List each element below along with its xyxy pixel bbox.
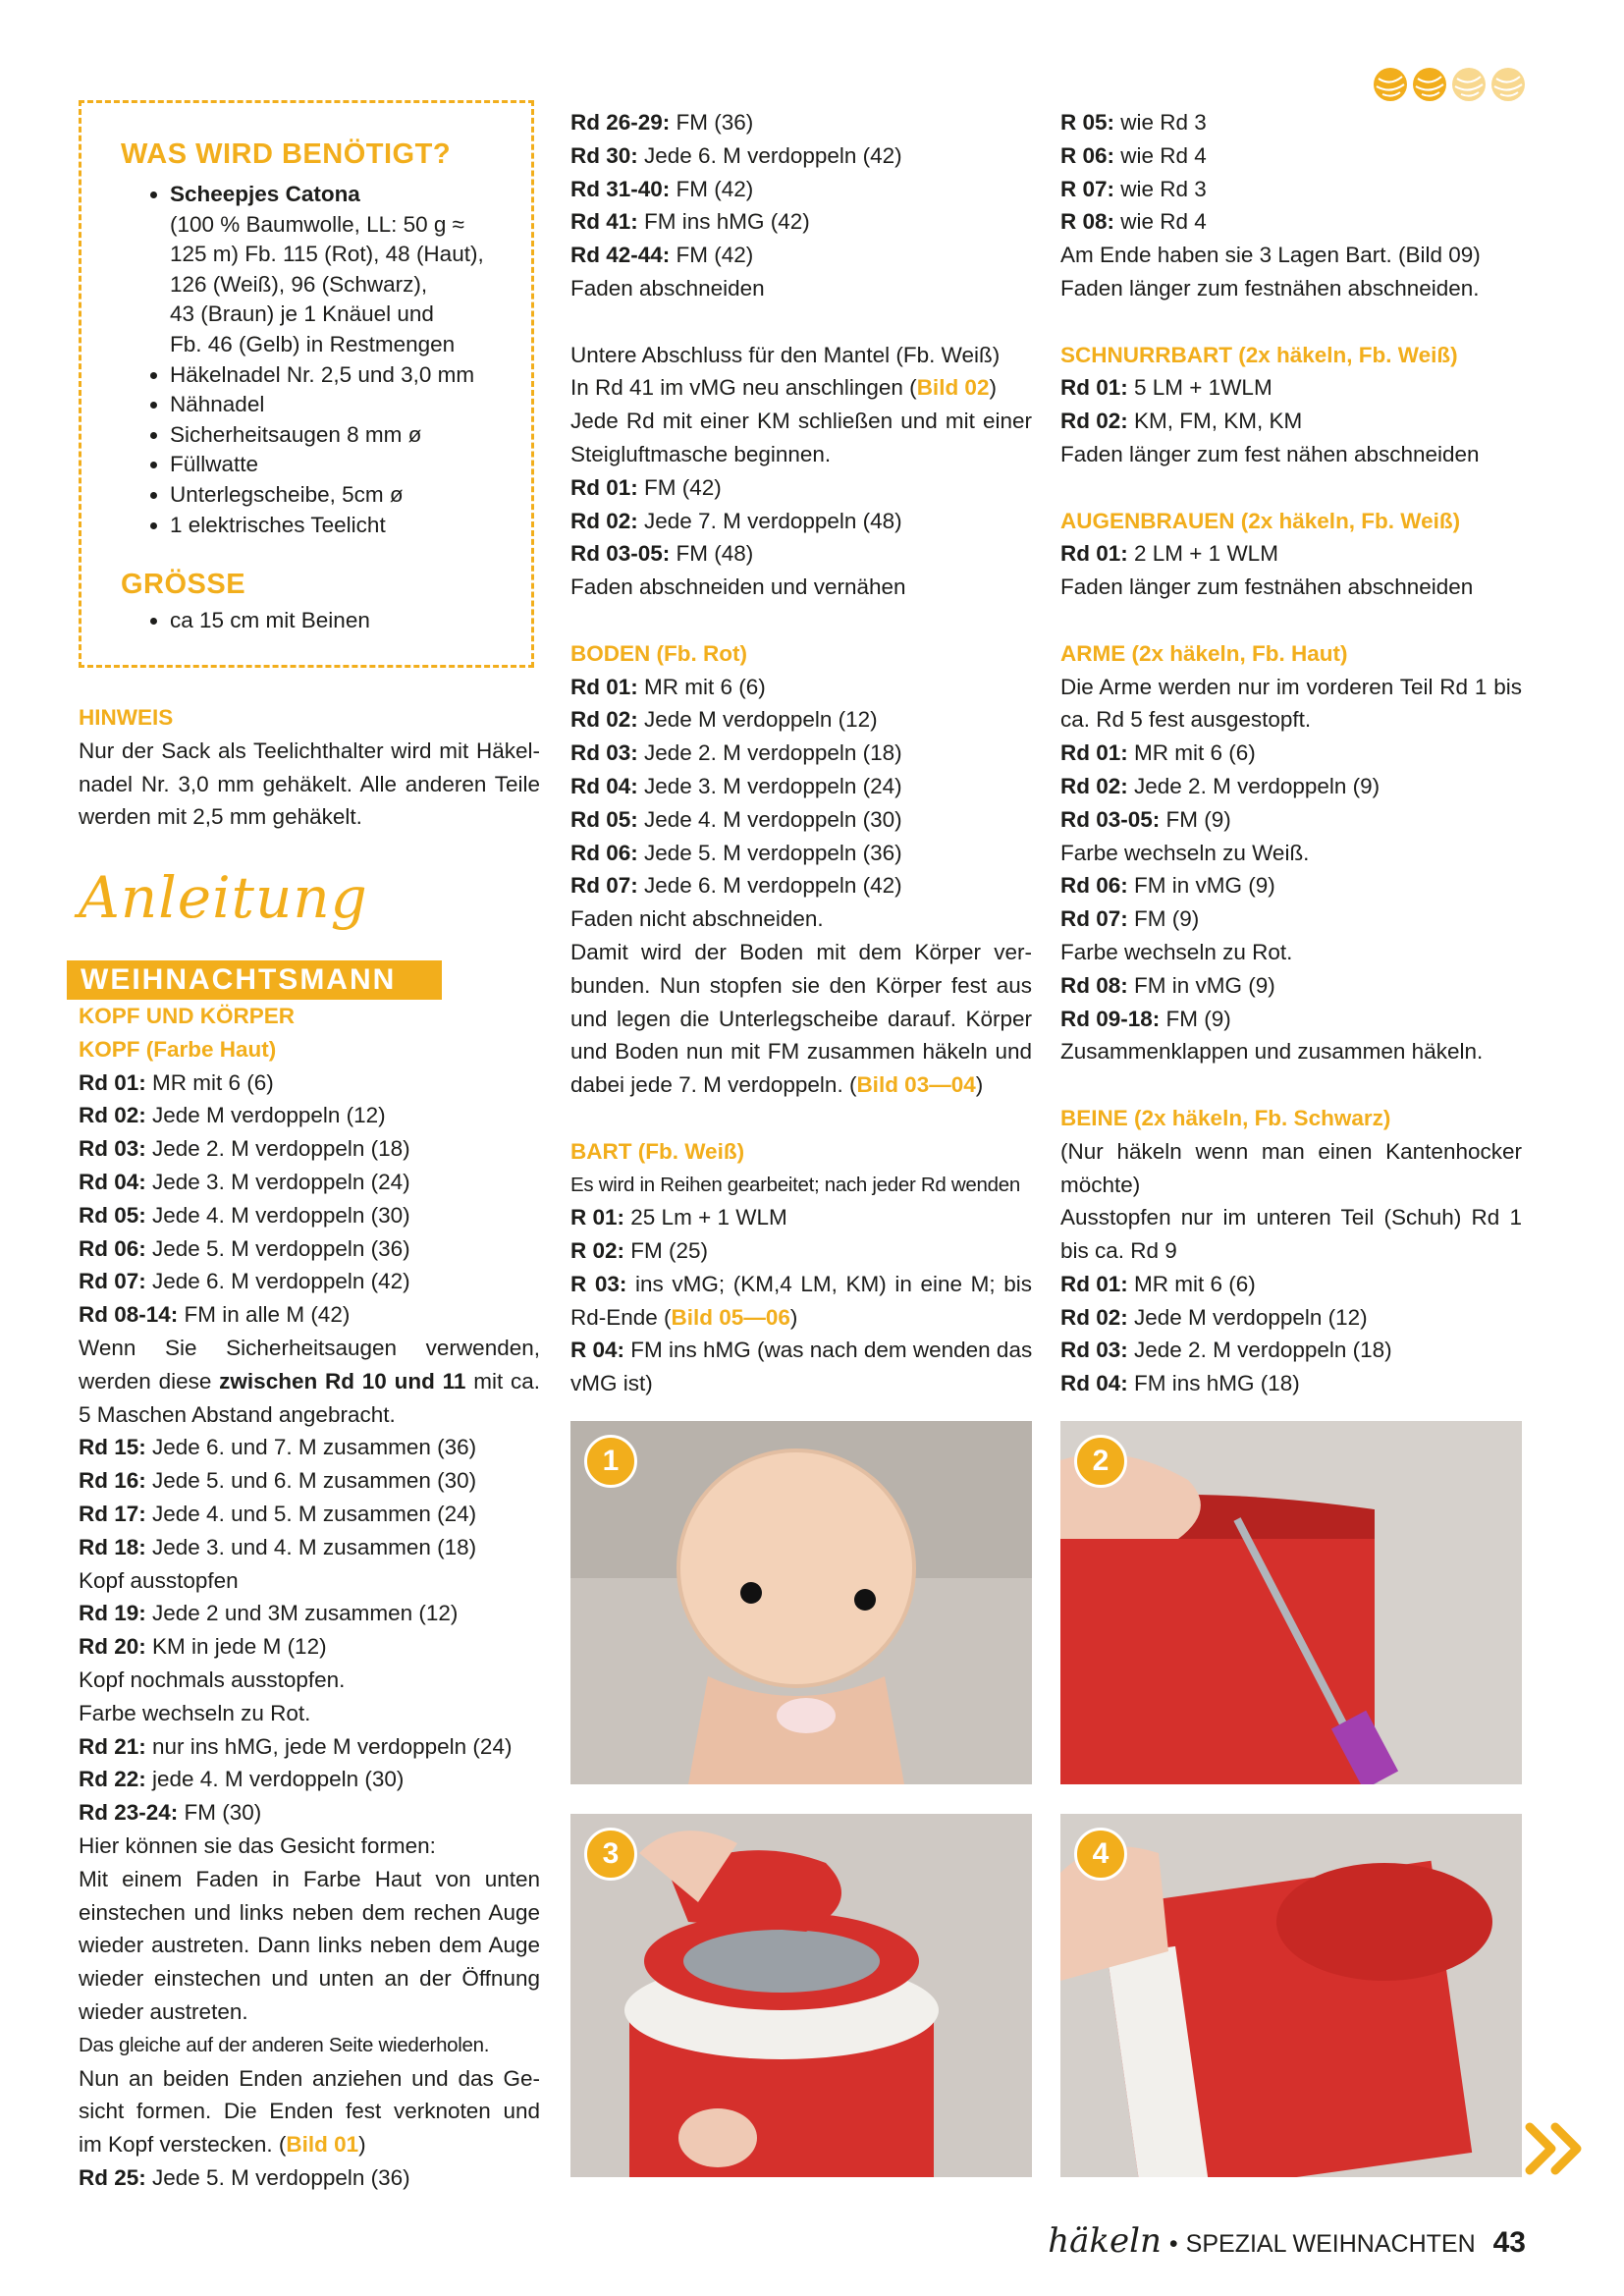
next-page-arrows-icon xyxy=(1524,2119,1593,2178)
section-heading: BODEN (Fb. Rot) xyxy=(570,640,747,666)
round-row: Rd 30: Jede 6. M verdoppeln (42) xyxy=(570,142,902,168)
materials-item: • 1 elektrisches Teelicht xyxy=(170,511,543,541)
photo-1-crochet-head xyxy=(570,1421,1032,1784)
photo-4-finished-body xyxy=(1060,1814,1522,2177)
round-row: Rd 01: MR mit 6 (6) xyxy=(570,674,766,699)
round-row: R 08: wie Rd 4 xyxy=(1060,209,1207,235)
page-footer xyxy=(1048,2221,1526,2261)
section-heading: ARME (2x häkeln, Fb. Haut) xyxy=(1060,640,1348,666)
round-row: Rd 17: Jede 4. und 5. M zusammen (24) xyxy=(79,1501,477,1526)
section-heading: AUGENBRAUEN (2x häkeln, Fb. Weiß) xyxy=(1060,508,1461,533)
round-row: Rd 08-14: FM in alle M (42) xyxy=(79,1302,351,1328)
column-3: R 05: wie Rd 3 R 06: wie Rd 4 R 07: wie Rd 3 R 08: wie Rd 4 Am Ende haben sie 3 Lagen Bart. (Bild 09) Faden länger zum festnähen abschneiden. SCHNURRBART (2x häkeln, Fb. Weiß) Rd 01: 5 LM + 1WLM Rd 02: KM, FM, KM, KM Faden länger zum fest nähen abschneiden AUGENBRAUEN (2x häkeln, Fb. Weiß) Rd 01: 2 LM + 1 WLM Faden länger zum festnähen abschneiden ARME (2x häkeln, Fb. Haut) Die Arme werden nur im vorderen Teil Rd 1 bis ca. Rd 5 fest ausgestopft. Rd 01: MR mit 6 (6) Rd 02: Jede 2. M verdoppeln (9) Rd 03-05: FM (9) Farbe wechseln zu Weiß. Rd 06: FM in vMG (9) Rd 07: FM (9) Farbe wechseln zu Rot. Rd 08: FM in vMG (9) Rd 09-18: FM (9) Zusammenklappen und zusammen häkeln. BEINE (2x häkeln, Fb. Schwarz) (Nur häkeln wenn man einen Kantenhocker möchte) Ausstopfen nur im unteren Teil (Schuh) Rd 1 bis ca. Rd 9 Rd 01: MR mit 6 (6) Rd 02: Jede M verdoppeln (12) Rd 03: Jede 2. M verdoppeln (18) Rd 04: FM ins hMG (18) xyxy=(1060,106,1522,1400)
round-row: R 05: wie Rd 3 xyxy=(1060,110,1207,135)
round-row: Rd 02: Jede M verdoppeln (12) xyxy=(570,707,878,733)
round-row: R 02: FM (25) xyxy=(570,1238,709,1264)
section-heading: BEINE (2x häkeln, Fb. Schwarz) xyxy=(1060,1105,1391,1130)
materials-list xyxy=(121,180,543,540)
round-row: Rd 03: Jede 2. M verdoppeln (18) xyxy=(79,1136,410,1162)
pattern-title-banner: WEIHNACHTSMANN xyxy=(67,960,442,1000)
round-row: Rd 09-18: FM (9) xyxy=(1060,1006,1231,1031)
round-row: Rd 02: Jede 2. M verdoppeln (9) xyxy=(1060,773,1380,798)
round-row: Rd 03-05: FM (9) xyxy=(1060,806,1231,832)
round-row: Rd 04: FM ins hMG (18) xyxy=(1060,1371,1300,1396)
materials-item: • Sicherheitsaugen 8 mm ø xyxy=(170,420,543,451)
note-section: HINWEIS Nur der Sack als Teelichthalter wird mit Häkel- nadel Nr. 3,0 mm gehäkelt. Alle anderen Teile werden mit 2,5 mm gehäkelt. xyxy=(79,701,540,834)
round-row: R 07: wie Rd 3 xyxy=(1060,176,1207,201)
round-row: Rd 02: Jede M verdoppeln (12) xyxy=(79,1103,386,1128)
size-list xyxy=(121,606,543,636)
round-row: Rd 42-44: FM (42) xyxy=(570,243,754,268)
magazine-series: SPEZIAL WEIHNACHTEN xyxy=(1185,2230,1476,2258)
round-row: Rd 01: 5 LM + 1WLM xyxy=(1060,375,1272,401)
round-row: Rd 05: Jede 4. M verdoppeln (30) xyxy=(79,1202,410,1228)
round-row: Rd 07: Jede 6. M verdoppeln (42) xyxy=(79,1269,410,1294)
round-row: Rd 07: FM (9) xyxy=(1060,906,1200,932)
size-item: • ca 15 cm mit Beinen xyxy=(170,606,543,636)
yarn-ball-icon xyxy=(1374,68,1407,101)
photo-3-washer-inside xyxy=(570,1814,1032,2177)
materials-box xyxy=(79,100,534,668)
round-row: Rd 01: 2 LM + 1 WLM xyxy=(1060,541,1278,567)
round-row: Rd 05: Jede 4. M verdoppeln (30) xyxy=(570,806,902,832)
round-row: Rd 01: FM (42) xyxy=(570,474,722,500)
column-1: KOPF UND KÖRPER KOPF (Farbe Haut) Rd 01: MR mit 6 (6) Rd 02: Jede M verdoppeln (12) Rd 03: Jede 2. M verdoppeln (18) Rd 04: Jede 3. M verdoppeln (24) Rd 05: Jede 4. M verdoppeln (30) Rd 06: Jede 5. M verdoppeln (36) Rd 07: Jede 6. M verdoppeln (42) Rd 08-14: FM in alle M (42) Wenn Sie Sicherheitsaugen verwenden, werden diese zwischen Rd 10 und 11 mit ca. 5 Maschen Abstand angebracht. Rd 15: Jede 6. und 7. M zusammen (36) Rd 16: Jede 5. und 6. M zusammen (30) Rd 17: Jede 4. und 5. M zusammen (24) Rd 18: Jede 3. und 4. M zusammen (18) Kopf ausstopfen Rd 19: Jede 2 und 3M zusammen (12) Rd 20: KM in jede M (12) Kopf nochmals ausstopfen. Farbe wechseln zu Rot. Rd 21: nur ins hMG, jede M verdoppeln (24) Rd 22: jede 4. M verdoppeln (30) Rd 23-24: FM (30) Hier können sie das Gesicht formen: Mit einem Faden in Farbe Haut von unten einstechen und links neben dem rechen Auge wieder austreten. Dann links neben dem Auge wieder einstechen und unten an der Öffnung wieder austreten. Das gleiche auf der anderen Seite wiederholen. Nun an beiden Enden anziehen und das Ge- sicht formen. Die Enden fest verknoten und im Kopf verstecken. (Bild 01) Rd 25: Jede 5. M verdoppeln (36) xyxy=(79,1000,540,2195)
round-row: Rd 26-29: FM (36) xyxy=(570,110,754,135)
size-title: GRÖSSE xyxy=(121,569,246,600)
round-row: Rd 01: MR mit 6 (6) xyxy=(1060,1271,1256,1296)
round-row: Rd 21: nur ins hMG, jede M verdoppeln (24) xyxy=(79,1733,513,1759)
round-row: Rd 03-05: FM (48) xyxy=(570,541,754,567)
magazine-brand: häkeln xyxy=(1048,2221,1162,2261)
page-number: 43 xyxy=(1492,2226,1526,2259)
section-heading: SCHNURRBART (2x häkeln, Fb. Weiß) xyxy=(1060,342,1458,367)
round-row: Rd 18: Jede 3. und 4. M zusammen (18) xyxy=(79,1534,477,1559)
round-row: Rd 25: Jede 5. M verdoppeln (36) xyxy=(79,2164,410,2190)
photo-number-badge: 1 xyxy=(584,1435,637,1488)
materials-title: WAS WIRD BENÖTIGT? xyxy=(121,138,452,170)
column-2: Rd 26-29: FM (36) Rd 30: Jede 6. M verdoppeln (42) Rd 31-40: FM (42) Rd 41: FM ins hMG (42) Rd 42-44: FM (42) Faden abschneiden Untere Abschluss für den Mantel (Fb. Weiß) In Rd 41 im vMG neu anschlingen (Bild 02) Jede Rd mit einer KM schließen und mit einer Steigluftmasche beginnen. Rd 01: FM (42) Rd 02: Jede 7. M verdoppeln (48) Rd 03-05: FM (48) Faden abschneiden und vernähen BODEN (Fb. Rot) Rd 01: MR mit 6 (6) Rd 02: Jede M verdoppeln (12) Rd 03: Jede 2. M verdoppeln (18) Rd 04: Jede 3. M verdoppeln (24) Rd 05: Jede 4. M verdoppeln (30) Rd 06: Jede 5. M verdoppeln (36) Rd 07: Jede 6. M verdoppeln (42) Faden nicht abschneiden. Damit wird der Boden mit dem Körper ver- bunden. Nun stopfen sie den Körper fest aus und legen die Unterlegscheibe darauf. Körper und Boden nun mit FM zusammen häkeln und dabei jede 7. M verdoppeln. (Bild 03—04) BART (Fb. Weiß) Es wird in Reihen gearbeitet; nach jeder Rd wenden R 01: 25 Lm + 1 WLM R 02: FM (25) R 03: ins vMG; (KM,4 LM, KM) in eine M; bis Rd-Ende (Bild 05—06) R 04: FM ins hMG (was nach dem wenden das vMG ist) xyxy=(570,106,1032,1400)
round-row: R 06: wie Rd 4 xyxy=(1060,142,1207,168)
difficulty-yarn-icons xyxy=(1371,65,1528,104)
photo-number-badge: 3 xyxy=(584,1828,637,1881)
materials-item: • Füllwatte xyxy=(170,450,543,480)
round-row: Rd 06: Jede 5. M verdoppeln (36) xyxy=(570,840,902,865)
instructions-script-heading: Anleitung xyxy=(79,864,368,931)
round-row: Rd 07: Jede 6. M verdoppeln (42) xyxy=(570,873,902,899)
round-row: Rd 23-24: FM (30) xyxy=(79,1800,262,1826)
section-heading: KOPF (Farbe Haut) xyxy=(79,1036,277,1062)
round-row: Rd 04: Jede 3. M verdoppeln (24) xyxy=(79,1169,410,1194)
materials-item: • Scheepjes Catona (100 % Baumwolle, LL: 50 g ≈ 125 m) Fb. 115 (Rot), 48 (Haut), 126 (Weiß), 96 (Schwarz), 43 (Braun) je 1 Knäuel und Fb. 46 (Gelb) in Restmengen xyxy=(170,180,543,360)
round-row: Rd 16: Jede 5. und 6. M zusammen (30) xyxy=(79,1468,477,1494)
round-row: Rd 19: Jede 2 und 3M zusammen (12) xyxy=(79,1601,459,1626)
materials-item: • Unterlegscheibe, 5cm ø xyxy=(170,480,543,511)
footer-bullet: • xyxy=(1168,2230,1178,2258)
materials-item: • Nähnadel xyxy=(170,390,543,420)
round-row: Rd 06: FM in vMG (9) xyxy=(1060,873,1275,899)
photo-number-badge: 4 xyxy=(1074,1828,1127,1881)
photo-number-badge: 2 xyxy=(1074,1435,1127,1488)
round-row: Rd 20: KM in jede M (12) xyxy=(79,1634,327,1660)
round-row: Rd 41: FM ins hMG (42) xyxy=(570,209,810,235)
round-row: Rd 15: Jede 6. und 7. M zusammen (36) xyxy=(79,1435,477,1460)
round-row: Rd 03: Jede 2. M verdoppeln (18) xyxy=(1060,1338,1392,1363)
round-row: Rd 22: jede 4. M verdoppeln (30) xyxy=(79,1767,405,1792)
materials-item: • Häkelnadel Nr. 2,5 und 3,0 mm xyxy=(170,360,543,391)
round-row: Rd 31-40: FM (42) xyxy=(570,176,754,201)
photo-2-crochet-hook-edge xyxy=(1060,1421,1522,1784)
section-heading: KOPF UND KÖRPER xyxy=(79,1004,296,1028)
round-row: Rd 06: Jede 5. M verdoppeln (36) xyxy=(79,1235,410,1261)
round-row: Rd 01: MR mit 6 (6) xyxy=(1060,740,1256,766)
round-row: Rd 04: Jede 3. M verdoppeln (24) xyxy=(570,773,902,798)
section-heading: BART (Fb. Weiß) xyxy=(570,1138,745,1164)
round-row: Rd 02: Jede M verdoppeln (12) xyxy=(1060,1304,1368,1330)
round-row: Rd 01: MR mit 6 (6) xyxy=(79,1069,274,1095)
yarn-ball-icon xyxy=(1413,68,1446,101)
round-row: R 01: 25 Lm + 1 WLM xyxy=(570,1205,787,1230)
round-row: Rd 03: Jede 2. M verdoppeln (18) xyxy=(570,740,902,766)
round-row: Rd 08: FM in vMG (9) xyxy=(1060,972,1275,998)
yarn-ball-icon-light xyxy=(1452,68,1486,101)
yarn-ball-icon-light xyxy=(1491,68,1525,101)
round-row: Rd 02: Jede 7. M verdoppeln (48) xyxy=(570,508,902,533)
note-title: HINWEIS xyxy=(79,705,174,730)
round-row: Rd 02: KM, FM, KM, KM xyxy=(1060,409,1303,434)
